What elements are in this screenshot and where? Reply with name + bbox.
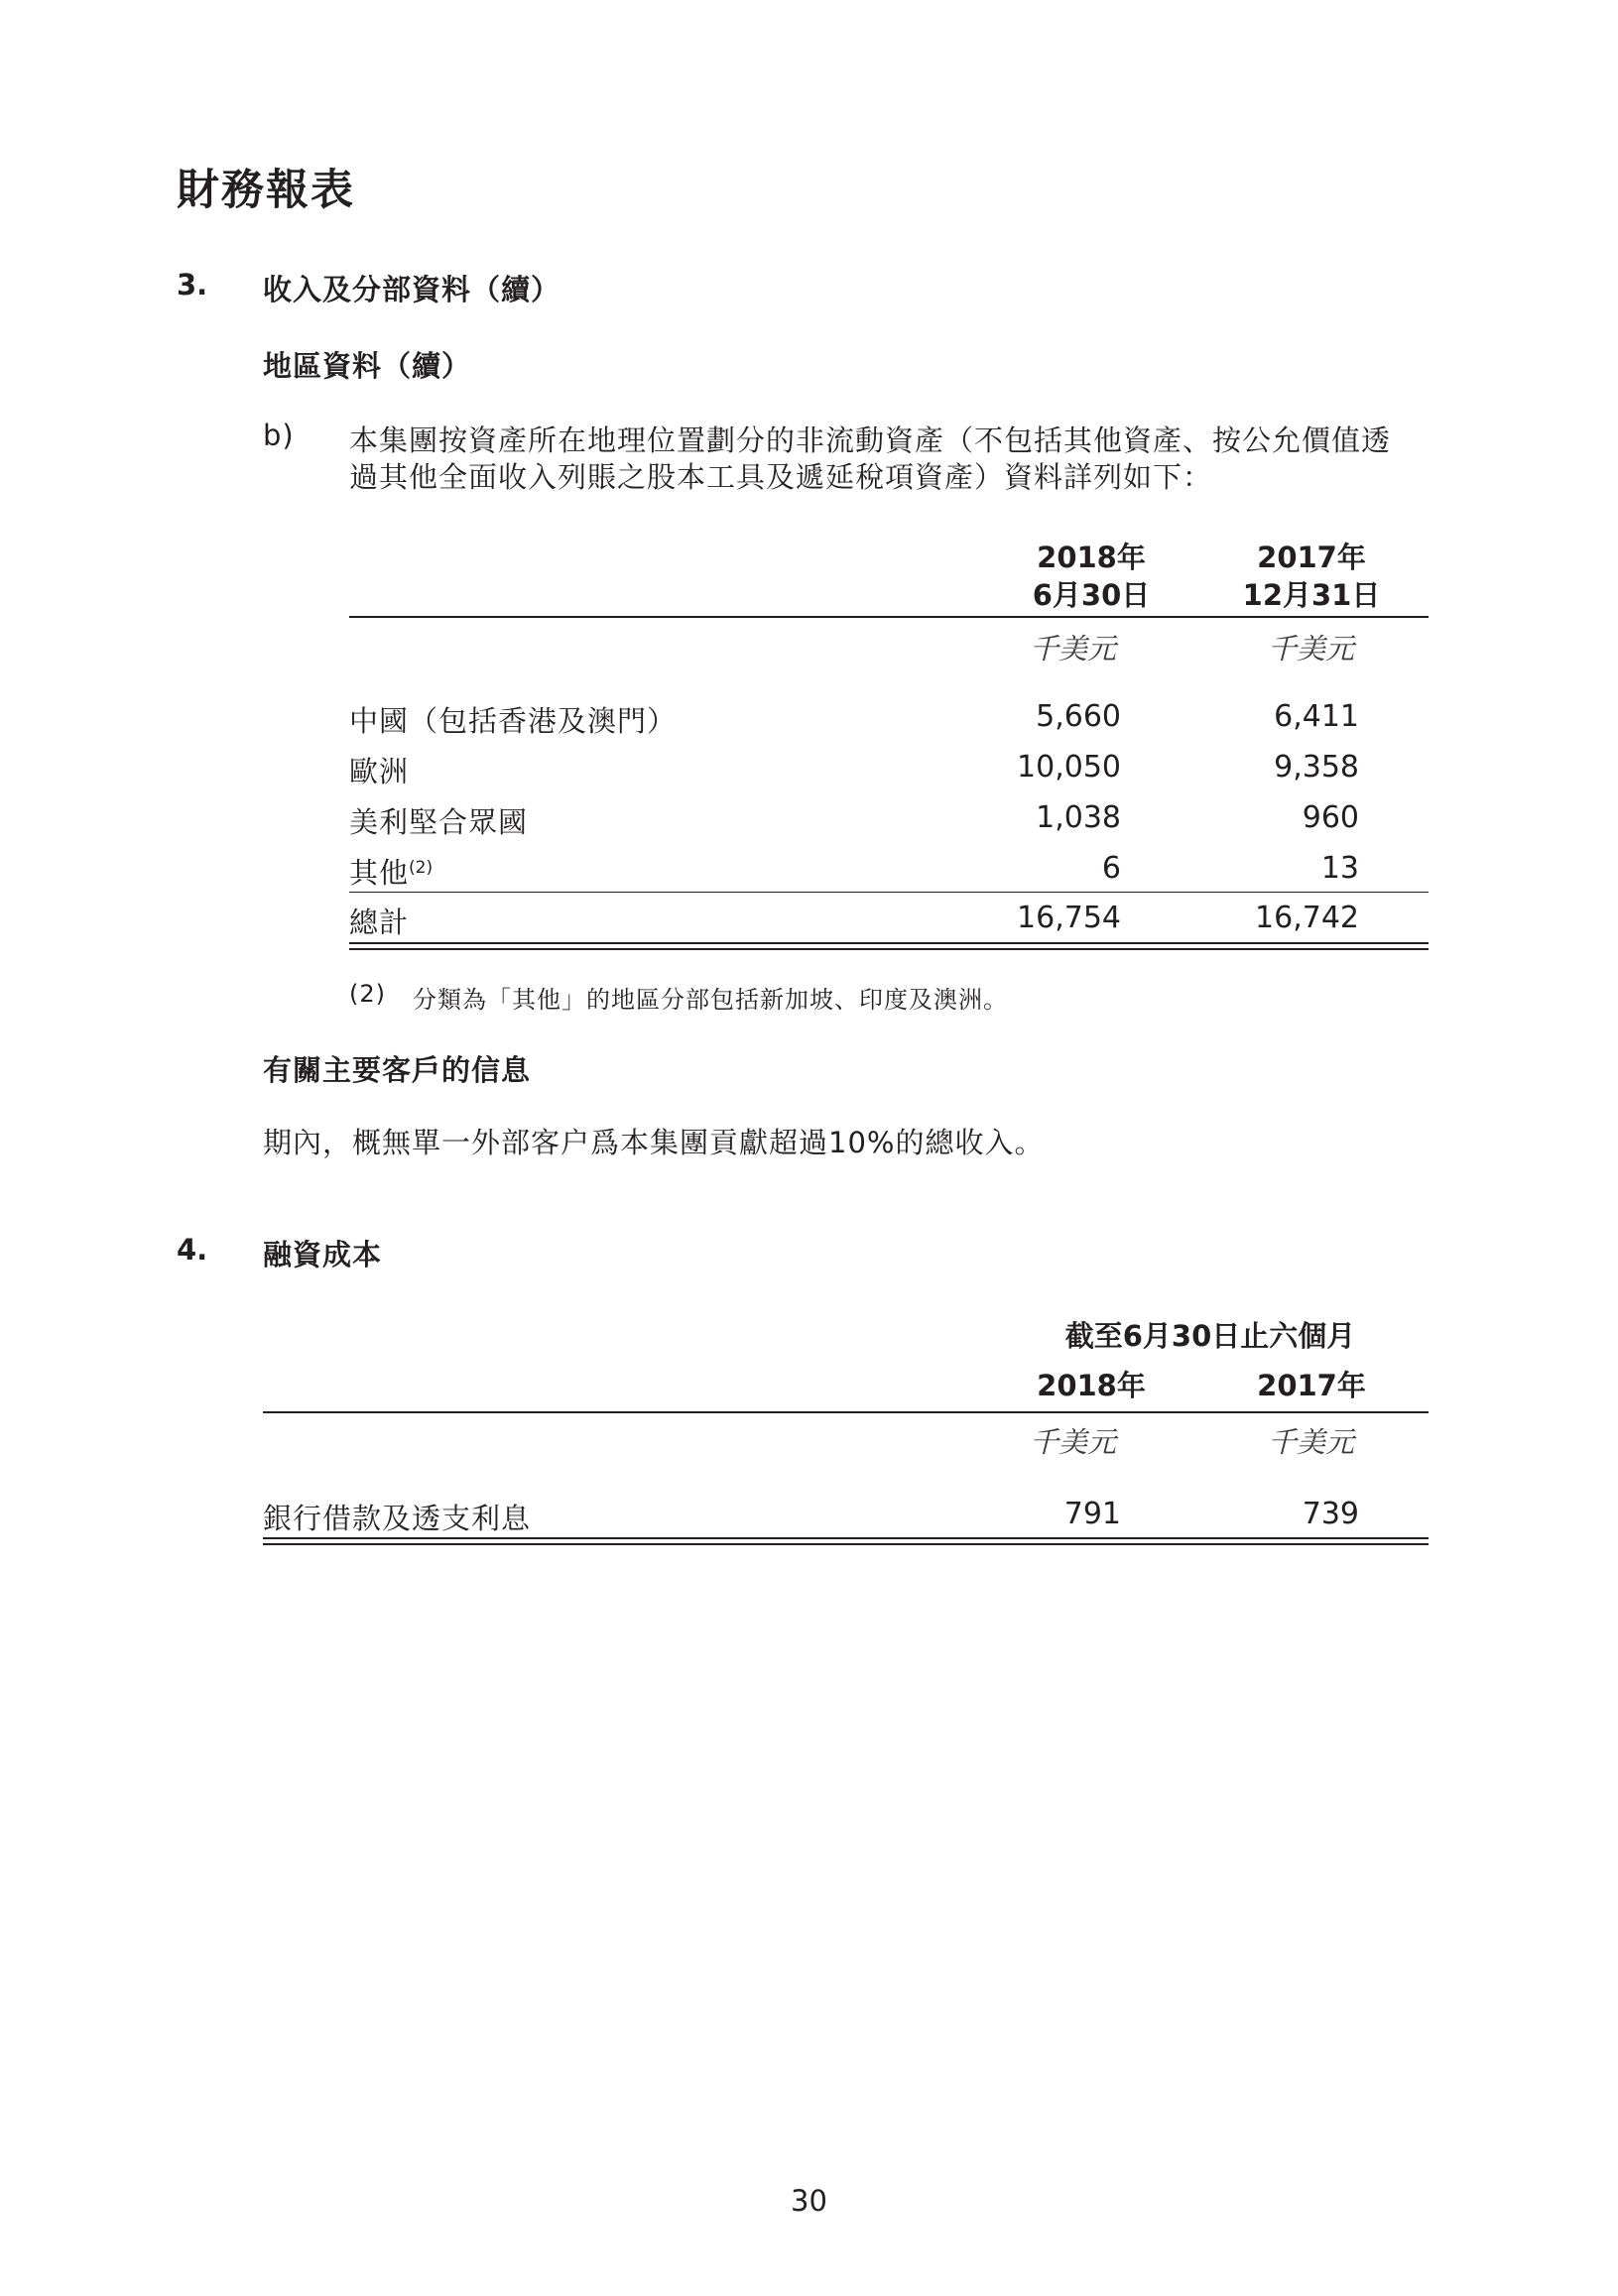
table1-col1-header — [992, 539, 1190, 614]
footnote-text: 分類為「其他」的地區分部包括新加坡、印度及澳洲。 — [413, 986, 1008, 1014]
table2-row-value-2018: 791 — [1063, 1497, 1121, 1531]
table1-row-value-2017: 9,358 — [1274, 750, 1359, 785]
table1-row-value-2017: 960 — [1302, 800, 1359, 835]
table1-row-value-2018: 6 — [1101, 851, 1121, 886]
table2-double-rule-bottom — [263, 1543, 1429, 1545]
table1-col2-year: 2017年 — [1257, 541, 1366, 574]
table1-row-label-text: 其他 — [349, 856, 410, 890]
table1-header-rule — [349, 616, 1429, 618]
table1-col1-year: 2018年 — [1037, 541, 1146, 574]
item-b-marker: b) — [263, 419, 295, 452]
table1-col2-header — [1212, 539, 1411, 614]
table1-col1-date: 6月30日 — [1032, 578, 1151, 612]
item-b-line-2: 過其他全面收入列賬之股本工具及遞延稅項資產）資料詳列如下： — [349, 460, 1213, 494]
section-3-subheading: 地區資料（續） — [263, 349, 472, 383]
table2-row-label: 銀行借款及透支利息 — [263, 1502, 532, 1535]
major-customers-heading: 有關主要客戶的信息 — [263, 1053, 532, 1087]
section-3-number: 3. — [177, 268, 208, 302]
table1-row-label: 歐洲 — [349, 755, 410, 788]
table2-unit-1: 千美元 — [1030, 1425, 1117, 1459]
table2-row-value-2017: 739 — [1302, 1497, 1359, 1531]
table2-col2-header: 2017年 — [1257, 1369, 1366, 1402]
table1-row-value-2017: 6,411 — [1274, 699, 1359, 734]
table1-row-value-2017: 13 — [1320, 851, 1359, 886]
footnote-ref: (2) — [409, 858, 434, 878]
table1-total-label: 總計 — [349, 906, 410, 939]
table1-subtotal-rule — [349, 892, 1429, 893]
table2-double-rule-top — [263, 1537, 1429, 1539]
page-title: 財務報表 — [177, 166, 355, 215]
table1-row-value-2018: 1,038 — [1036, 800, 1121, 835]
table1-unit-1: 千美元 — [1030, 632, 1117, 665]
table2-unit-2: 千美元 — [1268, 1425, 1355, 1459]
section-4-number: 4. — [177, 1233, 208, 1267]
page-number: 30 — [791, 2184, 827, 2218]
table1-col2-date: 12月31日 — [1242, 578, 1381, 612]
table2-period-header: 截至6月30日止六個月 — [1064, 1319, 1356, 1353]
table2-header-rule — [263, 1411, 1429, 1413]
table1-row-label: 美利堅合眾國 — [349, 805, 529, 839]
table1-row-label — [349, 851, 433, 892]
table1-unit-2: 千美元 — [1268, 632, 1355, 665]
table1-total-2018: 16,754 — [1017, 901, 1121, 935]
table1-total-double-rule-top — [349, 942, 1429, 944]
table1-total-2017: 16,742 — [1255, 901, 1359, 935]
section-4-heading: 融資成本 — [263, 1238, 383, 1271]
table1-row-value-2018: 10,050 — [1017, 750, 1121, 785]
table1-row-label: 中國（包括香港及澳門） — [349, 704, 678, 738]
table2-col1-header: 2018年 — [1037, 1369, 1146, 1402]
major-customers-text: 期內，概無單一外部客户爲本集團貢獻超過10%的總收入。 — [263, 1126, 1045, 1159]
table1-total-double-rule-bottom — [349, 948, 1429, 950]
table1-row-value-2018: 5,660 — [1036, 699, 1121, 734]
section-3-heading: 收入及分部資料（續） — [263, 273, 561, 306]
footnote-marker: (2) — [349, 980, 386, 1008]
item-b-line-1: 本集團按資產所在地理位置劃分的非流動資產（不包括其他資產、按公允價值透 — [349, 423, 1392, 457]
